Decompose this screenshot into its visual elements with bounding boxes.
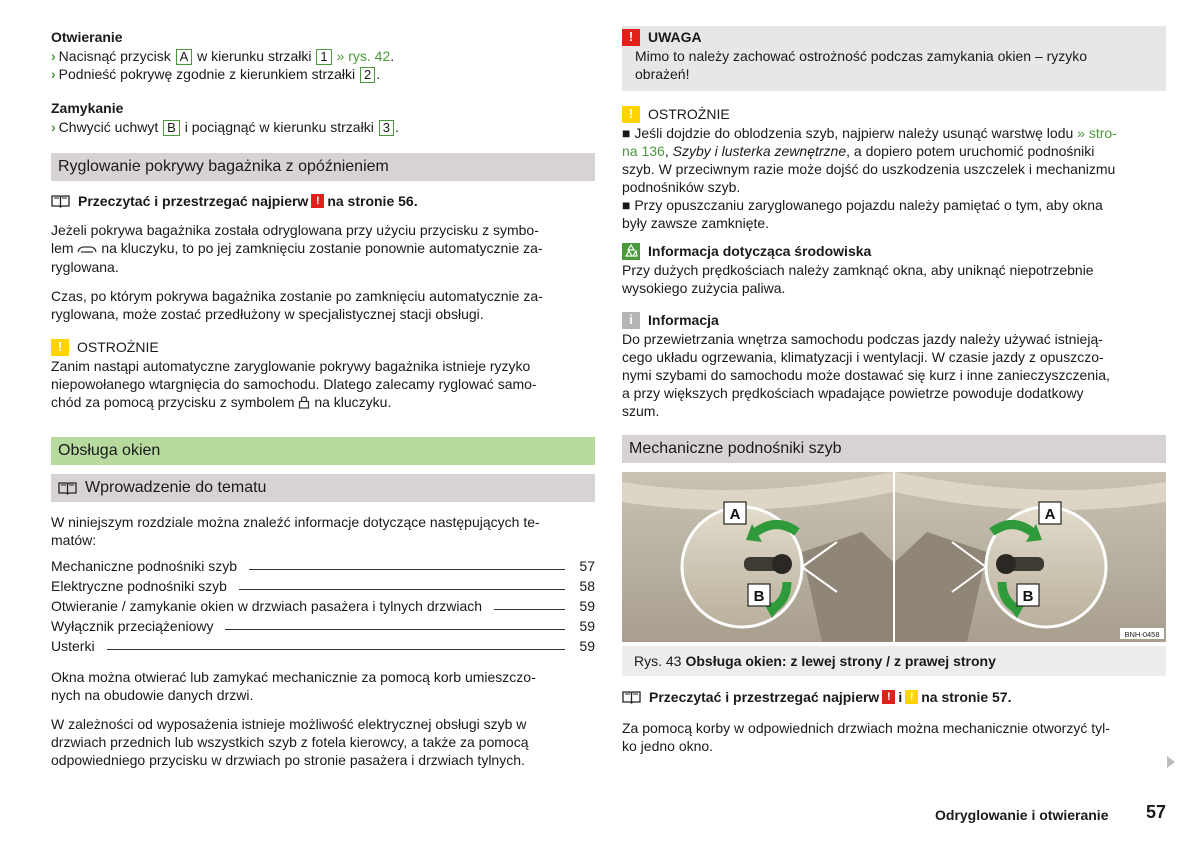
- footer-chapter-title: Odryglowanie i otwieranie: [935, 807, 1109, 823]
- warning-icon: !: [882, 690, 895, 704]
- figure-window-cranks: [622, 472, 1166, 676]
- warning-icon: !: [622, 29, 640, 46]
- delay-paragraph-1: Jeżeli pokrywa bagażnika została odryglowana przy użyciu przycisku z symbo- lem na kluczyku, to po jej zamknięciu zostanie ponownie automatycznie za- ryglowana.: [51, 222, 543, 276]
- step-text: w kierunku strzałki: [197, 48, 312, 64]
- figure-label-A: A: [1044, 506, 1056, 523]
- intro-paragraph: W niniejszym rozdziale można znaleźć informacje dotyczące następujących te- matów:: [51, 513, 540, 548]
- step-end: .: [394, 119, 399, 135]
- step-end: .: [390, 48, 395, 64]
- closing-step: [51, 118, 595, 136]
- toc-item[interactable]: Otwieranie / zamykanie okien w drzwiach pasażera i tylnych drzwiach 59: [51, 597, 595, 614]
- warning-icon: !: [311, 194, 324, 208]
- figure-link[interactable]: » rys. 42: [336, 48, 391, 64]
- read-note-text: Przeczytać i przestrzegać najpierw: [78, 193, 309, 209]
- closing-heading: Zamykanie: [51, 100, 124, 116]
- step-text: Chwycić uchwyt: [58, 119, 159, 135]
- step-text: Nacisnąć przycisk: [58, 48, 171, 64]
- caution-block-left: ! OSTROŻNIE Zanim nastąpi automatyczne zaryglowanie pokrywy bagażnika istnieje ryzyko niepowołanego wtargnięcia do samochodu. Dlatego zalecamy ryglować samo- chód za pomocą przycisku z symbolem na kluczyku.: [51, 338, 595, 412]
- car-key-symbol-icon: [77, 240, 97, 258]
- section-title-windows: Obsługa okien: [51, 437, 595, 465]
- caution-icon: !: [622, 106, 640, 123]
- info-icon: i: [622, 312, 640, 329]
- page-number: 57: [1146, 802, 1167, 822]
- chevron-right-icon: ›: [51, 66, 56, 82]
- figure-caption: Rys. 43 Obsługa okien: z lewej strony / z prawej strony: [622, 646, 1166, 676]
- toc-item[interactable]: Wyłącznik przeciążeniowy 59: [51, 617, 595, 634]
- read-note-text: na stronie: [327, 193, 395, 209]
- mechanical-paragraph: Za pomocą korby w odpowiednich drzwiach można mechanicznie otworzyć tyl- ko jedno okno.: [622, 720, 1110, 754]
- info-note: i Informacja Do przewietrzania wnętrza samochodu podczas jazdy należy używać istnieją- cego układu ogrzewania, klimatyzacji i wentylacji. W czasie jazdy z opuszczo- nymi szybami do samochodu może dostawać się kurz i inne zanieczyszczenia, a przy większych prędkościach wpadające powietrze powoduje dodatkowy szum.: [622, 311, 1166, 420]
- key-A-label: A: [176, 49, 193, 65]
- read-first-note: [51, 192, 595, 210]
- arrow-3-label: 3: [379, 120, 394, 136]
- figure-label-A: A: [729, 506, 741, 523]
- toc-list: [51, 555, 595, 655]
- window-crank-illustration: [622, 472, 1166, 642]
- environment-heading: Informacja dotycząca środowiska: [622, 242, 1166, 260]
- lock-icon: [298, 395, 310, 413]
- book-icon: [51, 194, 70, 208]
- next-page-arrow-icon[interactable]: [1167, 756, 1175, 768]
- step-text: Podnieść pokrywę zgodnie z kierunkiem strzałki: [58, 66, 356, 82]
- warning-box: ! UWAGA Mimo to należy zachować ostrożność podczas zamykania okien – ryzyko obrażeń!: [622, 26, 1166, 91]
- caution-block-right: ! OSTROŻNIE ■ Jeśli dojdzie do oblodzenia szyb, najpierw należy usunąć warstwę lodu » stro- na 136, Szyby i lusterka zewnętrzne, a dopiero potem uruchomić podnośniki szyb. W przeciwnym razie może dojść do uszkodzenia uszczelek i mechanizmu podnośników szyb. ■ Przy opuszczaniu zaryglowanego pojazdu należy pamiętać o tym, aby okna były zawsze zamknięte.: [622, 105, 1166, 232]
- key-B-label: B: [163, 120, 180, 136]
- environment-icon: [622, 243, 640, 260]
- figure-code: BNH-0458: [1124, 630, 1160, 639]
- section-title-delay: Ryglowanie pokrywy bagażnika z opóźnieniem: [51, 153, 595, 181]
- page-reference[interactable]: 57.: [992, 689, 1012, 705]
- read-first-note: Przeczytać i przestrzegać najpierw ! i ! na stronie 57.: [622, 688, 1166, 706]
- section-title-intro: Wprowadzenie do tematu: [51, 474, 595, 502]
- arrow-2-label: 2: [360, 67, 375, 83]
- windows-paragraph-1: Okna można otwierać lub zamykać mechanicznie za pomocą korb umieszczo- nych na obudowie danych drzwi.: [51, 668, 536, 703]
- page-link[interactable]: na 136: [622, 143, 665, 159]
- caution-heading: ! OSTROŻNIE: [622, 105, 1166, 123]
- arrow-1-label: 1: [316, 49, 331, 65]
- caution-icon: !: [905, 690, 918, 704]
- environment-note: Informacja dotycząca środowiska Przy dużych prędkościach należy zamknąć okna, aby uniknąć niepotrzebnie wysokiego zużycia paliwa.: [622, 242, 1166, 297]
- windows-paragraph-2: W zależności od wyposażenia istnieje możliwość elektrycznej obsługi szyb w drzwiach przednich lub wszystkich szyb z fotela kierowcy, a także za pomocą odpowiedniego przycisku w drzwiach po stronie pasażera i drzwiach tylnych.: [51, 715, 529, 768]
- toc-item[interactable]: Elektryczne podnośniki szyb 58: [51, 577, 595, 594]
- opening-heading: Otwieranie: [51, 29, 123, 45]
- warning-heading: ! UWAGA: [622, 28, 1154, 46]
- step-end: .: [376, 66, 381, 82]
- chevron-right-icon: ›: [51, 119, 56, 135]
- caution-heading: ! OSTROŻNIE: [51, 338, 595, 356]
- book-icon: [58, 481, 77, 495]
- caution-icon: !: [51, 339, 69, 356]
- right-column: [622, 28, 1166, 755]
- page-reference[interactable]: 56.: [398, 193, 418, 209]
- toc-item[interactable]: Usterki 59: [51, 637, 595, 654]
- book-icon: [622, 690, 641, 704]
- opening-step-2: [51, 65, 595, 83]
- page-link[interactable]: » stro-: [1077, 125, 1117, 141]
- toc-item[interactable]: Mechaniczne podnośniki szyb 57: [51, 557, 595, 574]
- chevron-right-icon: ›: [51, 48, 56, 64]
- delay-paragraph-2: Czas, po którym pokrywa bagażnika zostanie po zamknięciu automatycznie za- ryglowana, może zostać przedłużony w specjalistycznej stacji obsługi.: [51, 288, 543, 323]
- info-heading: i Informacja: [622, 311, 1166, 329]
- figure-label-B: B: [753, 588, 765, 605]
- left-column: [51, 28, 595, 769]
- step-text: i pociągnąć w kierunku strzałki: [184, 119, 374, 135]
- section-title-mechanical: Mechaniczne podnośniki szyb: [622, 435, 1166, 463]
- opening-step-1: [51, 47, 595, 65]
- figure-label-B: B: [1022, 588, 1034, 605]
